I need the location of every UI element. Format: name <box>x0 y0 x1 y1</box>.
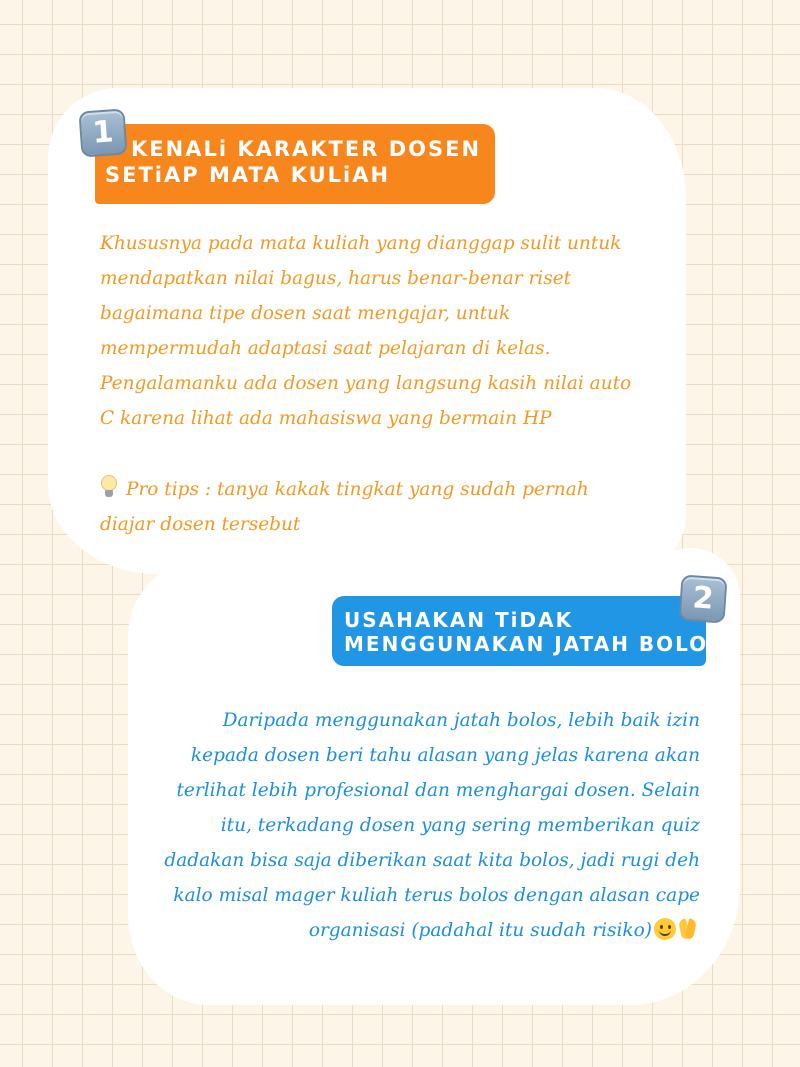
section-1-title-line: KENALi KARAKTER DOSEN <box>131 137 482 161</box>
section-1-body-line: mempermudah adaptasi saat pelajaran di kelas. <box>100 338 551 359</box>
folded-hands-icon <box>676 918 700 940</box>
section-2-body-line: Daripada menggunakan jatah bolos, lebih baik izin <box>222 710 700 731</box>
section-2-body-line: dadakan bisa saja diberikan saat kita bolos, jadi rugi deh <box>164 850 700 871</box>
section-1-body-line: C karena lihat ada mahasiswa yang bermain HP <box>100 408 552 429</box>
section-1-body <box>100 226 680 436</box>
smiling-face-icon <box>654 918 676 940</box>
section-2-body-line-last <box>140 913 700 948</box>
section-2-body-line: terlihat lebih profesional dan menghargai dosen. Selain <box>176 780 700 801</box>
keycap-1-icon: 1 <box>78 108 127 157</box>
pro-tip-line <box>100 472 680 507</box>
section-2-body <box>140 703 700 948</box>
section-1-title-line: SETiAP MATA KULiAH <box>105 163 391 187</box>
section-2-title-line: USAHAKAN TiDAK <box>344 608 574 632</box>
section-1-body-line: bagaimana tipe dosen saat mengajar, untuk <box>100 303 511 324</box>
section-1-body-line: Khususnya pada mata kuliah yang dianggap sulit untuk <box>100 233 622 254</box>
section-1-title <box>95 124 495 204</box>
section-2-title-line: MENGGUNAKAN JATAH BOLOS <box>344 632 725 656</box>
pro-tip-text: Pro tips : tanya kakak tingkat yang sudah pernah <box>126 479 589 500</box>
section-2-body-line: kalo misal mager kuliah terus bolos dengan alasan cape <box>173 885 700 906</box>
pro-tip-line: diajar dosen tersebut <box>100 514 301 535</box>
section-1-body-line: Pengalamanku ada dosen yang langsung kasih nilai auto <box>100 373 632 394</box>
section-2-title <box>332 596 725 666</box>
pro-tip <box>100 472 680 542</box>
section-2-body-line: kepada dosen beri tahu alasan yang jelas karena akan <box>190 745 700 766</box>
section-2-body-line: itu, terkadang dosen yang sering memberikan quiz <box>220 815 700 836</box>
section-1-body-line: mendapatkan nilai bagus, harus benar-benar riset <box>100 268 572 289</box>
keycap-2-icon: 2 <box>678 574 727 623</box>
section-2-body-line: organisasi (padahal itu sudah risiko) <box>308 920 652 941</box>
light-bulb-icon <box>100 475 118 499</box>
